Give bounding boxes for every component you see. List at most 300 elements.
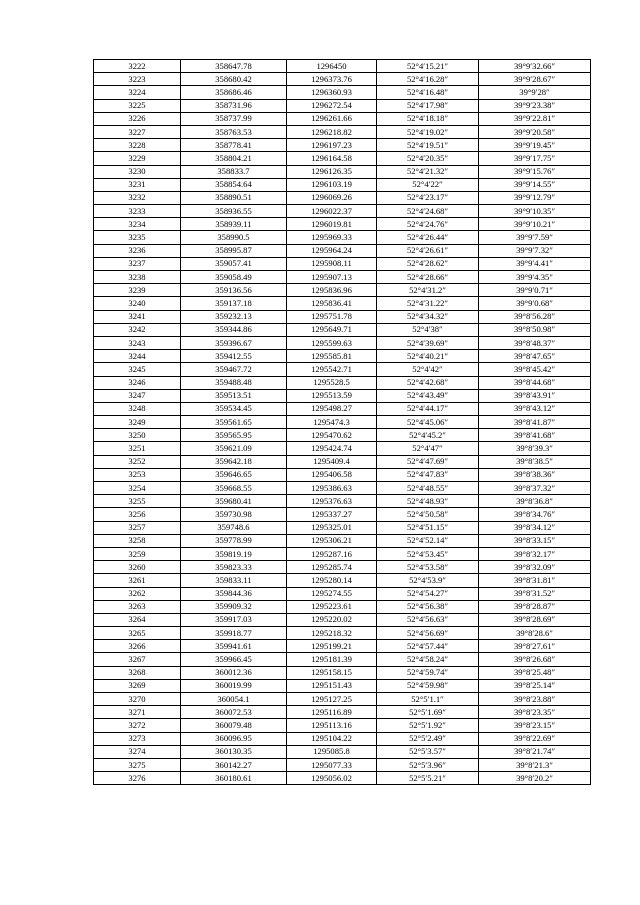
latitude-cell: 52°5′5.21″ <box>377 772 479 785</box>
x-coordinate-cell: 360096.95 <box>181 732 287 745</box>
table-row <box>94 613 591 626</box>
point-number-cell: 3264 <box>94 613 181 626</box>
longitude-cell: 39°8′21.74″ <box>479 745 591 758</box>
longitude-cell: 39°8′28.69″ <box>479 613 591 626</box>
table-row <box>94 402 591 415</box>
table-row <box>94 350 591 363</box>
longitude-cell: 39°8′36.8″ <box>479 495 591 508</box>
longitude-cell: 39°8′38.36″ <box>479 468 591 481</box>
table-row <box>94 640 591 653</box>
latitude-cell: 52°4′20.35″ <box>377 152 479 165</box>
latitude-cell: 52°4′43.49″ <box>377 389 479 402</box>
table-row <box>94 758 591 771</box>
latitude-cell: 52°4′56.69″ <box>377 627 479 640</box>
y-coordinate-cell: 1295470.62 <box>287 429 377 442</box>
x-coordinate-cell: 358854.64 <box>181 178 287 191</box>
x-coordinate-cell: 359823.33 <box>181 561 287 574</box>
point-number-cell: 3234 <box>94 218 181 231</box>
table-row <box>94 627 591 640</box>
y-coordinate-cell: 1295151.43 <box>287 679 377 692</box>
point-number-cell: 3267 <box>94 653 181 666</box>
point-number-cell: 3225 <box>94 99 181 112</box>
longitude-cell: 39°9′28.67″ <box>479 73 591 86</box>
longitude-cell: 39°9′10.35″ <box>479 205 591 218</box>
latitude-cell: 52°4′53.58″ <box>377 561 479 574</box>
table-row <box>94 574 591 587</box>
x-coordinate-cell: 358995.87 <box>181 244 287 257</box>
table-row <box>94 455 591 468</box>
longitude-cell: 39°8′34.76″ <box>479 508 591 521</box>
point-number-cell: 3270 <box>94 693 181 706</box>
latitude-cell: 52°4′16.28″ <box>377 73 479 86</box>
y-coordinate-cell: 1295528.5 <box>287 376 377 389</box>
latitude-cell: 52°4′28.62″ <box>377 257 479 270</box>
y-coordinate-cell: 1296373.76 <box>287 73 377 86</box>
point-number-cell: 3275 <box>94 758 181 771</box>
x-coordinate-cell: 358763.53 <box>181 125 287 138</box>
longitude-cell: 39°8′23.35″ <box>479 706 591 719</box>
y-coordinate-cell: 1296103.19 <box>287 178 377 191</box>
table-row <box>94 495 591 508</box>
table-row <box>94 468 591 481</box>
longitude-cell: 39°9′32.66″ <box>479 60 591 73</box>
point-number-cell: 3255 <box>94 495 181 508</box>
point-number-cell: 3248 <box>94 402 181 415</box>
table-row <box>94 99 591 112</box>
point-number-cell: 3253 <box>94 468 181 481</box>
point-number-cell: 3227 <box>94 125 181 138</box>
table-row <box>94 732 591 745</box>
table-row <box>94 508 591 521</box>
y-coordinate-cell: 1295077.33 <box>287 758 377 771</box>
longitude-cell: 39°8′47.65″ <box>479 350 591 363</box>
point-number-cell: 3274 <box>94 745 181 758</box>
x-coordinate-cell: 360142.27 <box>181 758 287 771</box>
x-coordinate-cell: 359778.99 <box>181 534 287 547</box>
y-coordinate-cell: 1295280.14 <box>287 574 377 587</box>
table-row <box>94 679 591 692</box>
table-row <box>94 297 591 310</box>
table-row <box>94 165 591 178</box>
latitude-cell: 52°4′15.21″ <box>377 60 479 73</box>
y-coordinate-cell: 1295836.41 <box>287 297 377 310</box>
longitude-cell: 39°9′15.76″ <box>479 165 591 178</box>
y-coordinate-cell: 1295513.59 <box>287 389 377 402</box>
point-number-cell: 3271 <box>94 706 181 719</box>
point-number-cell: 3228 <box>94 139 181 152</box>
latitude-cell: 52°4′47″ <box>377 442 479 455</box>
table-row <box>94 231 591 244</box>
latitude-cell: 52°4′54.27″ <box>377 587 479 600</box>
table-row <box>94 178 591 191</box>
x-coordinate-cell: 359668.55 <box>181 482 287 495</box>
y-coordinate-cell: 1295127.25 <box>287 693 377 706</box>
longitude-cell: 39°8′50.98″ <box>479 323 591 336</box>
y-coordinate-cell: 1295158.15 <box>287 666 377 679</box>
latitude-cell: 52°4′21.32″ <box>377 165 479 178</box>
latitude-cell: 52°4′19.51″ <box>377 139 479 152</box>
longitude-cell: 39°8′21.3″ <box>479 758 591 771</box>
point-number-cell: 3241 <box>94 310 181 323</box>
x-coordinate-cell: 359396.67 <box>181 336 287 349</box>
x-coordinate-cell: 358680.42 <box>181 73 287 86</box>
point-number-cell: 3269 <box>94 679 181 692</box>
table-row <box>94 719 591 732</box>
longitude-cell: 39°8′25.48″ <box>479 666 591 679</box>
table-row <box>94 482 591 495</box>
y-coordinate-cell: 1295287.16 <box>287 547 377 560</box>
x-coordinate-cell: 359232.13 <box>181 310 287 323</box>
x-coordinate-cell: 359918.77 <box>181 627 287 640</box>
longitude-cell: 39°8′28.6″ <box>479 627 591 640</box>
x-coordinate-cell: 360054.1 <box>181 693 287 706</box>
y-coordinate-cell: 1295104.22 <box>287 732 377 745</box>
point-number-cell: 3243 <box>94 336 181 349</box>
latitude-cell: 52°5′1.1″ <box>377 693 479 706</box>
x-coordinate-cell: 359412.55 <box>181 350 287 363</box>
x-coordinate-cell: 358890.51 <box>181 191 287 204</box>
latitude-cell: 52°4′48.93″ <box>377 495 479 508</box>
y-coordinate-cell: 1295306.21 <box>287 534 377 547</box>
latitude-cell: 52°4′53.9″ <box>377 574 479 587</box>
x-coordinate-cell: 360019.99 <box>181 679 287 692</box>
latitude-cell: 52°5′1.92″ <box>377 719 479 732</box>
latitude-cell: 52°4′24.76″ <box>377 218 479 231</box>
table-row <box>94 310 591 323</box>
y-coordinate-cell: 1295649.71 <box>287 323 377 336</box>
x-coordinate-cell: 359909.32 <box>181 600 287 613</box>
latitude-cell: 52°5′3.57″ <box>377 745 479 758</box>
y-coordinate-cell: 1296022.37 <box>287 205 377 218</box>
longitude-cell: 39°8′20.2″ <box>479 772 591 785</box>
longitude-cell: 39°9′23.38″ <box>479 99 591 112</box>
y-coordinate-cell: 1295337.27 <box>287 508 377 521</box>
latitude-cell: 52°4′26.44″ <box>377 231 479 244</box>
point-number-cell: 3232 <box>94 191 181 204</box>
x-coordinate-cell: 358647.78 <box>181 60 287 73</box>
latitude-cell: 52°4′42″ <box>377 363 479 376</box>
point-number-cell: 3235 <box>94 231 181 244</box>
longitude-cell: 39°8′33.15″ <box>479 534 591 547</box>
point-number-cell: 3268 <box>94 666 181 679</box>
y-coordinate-cell: 1295116.89 <box>287 706 377 719</box>
x-coordinate-cell: 358833.7 <box>181 165 287 178</box>
table-row <box>94 416 591 429</box>
point-number-cell: 3265 <box>94 627 181 640</box>
table-row <box>94 389 591 402</box>
y-coordinate-cell: 1295085.8 <box>287 745 377 758</box>
table-row <box>94 125 591 138</box>
longitude-cell: 39°8′44.68″ <box>479 376 591 389</box>
latitude-cell: 52°4′56.38″ <box>377 600 479 613</box>
latitude-cell: 52°4′48.55″ <box>377 482 479 495</box>
point-number-cell: 3273 <box>94 732 181 745</box>
point-number-cell: 3254 <box>94 482 181 495</box>
point-number-cell: 3239 <box>94 284 181 297</box>
y-coordinate-cell: 1296019.81 <box>287 218 377 231</box>
y-coordinate-cell: 1295218.32 <box>287 627 377 640</box>
point-number-cell: 3247 <box>94 389 181 402</box>
latitude-cell: 52°4′31.22″ <box>377 297 479 310</box>
longitude-cell: 39°8′22.69″ <box>479 732 591 745</box>
y-coordinate-cell: 1295424.74 <box>287 442 377 455</box>
longitude-cell: 39°8′39.3″ <box>479 442 591 455</box>
y-coordinate-cell: 1295964.24 <box>287 244 377 257</box>
longitude-cell: 39°8′32.17″ <box>479 547 591 560</box>
x-coordinate-cell: 358939.11 <box>181 218 287 231</box>
latitude-cell: 52°4′59.98″ <box>377 679 479 692</box>
longitude-cell: 39°8′38.5″ <box>479 455 591 468</box>
table-row <box>94 376 591 389</box>
latitude-cell: 52°4′34.32″ <box>377 310 479 323</box>
longitude-cell: 39°8′43.91″ <box>479 389 591 402</box>
table-row <box>94 653 591 666</box>
latitude-cell: 52°4′19.02″ <box>377 125 479 138</box>
table-row <box>94 363 591 376</box>
point-number-cell: 3258 <box>94 534 181 547</box>
latitude-cell: 52°4′59.74″ <box>377 666 479 679</box>
longitude-cell: 39°8′56.28″ <box>479 310 591 323</box>
table-row <box>94 244 591 257</box>
y-coordinate-cell: 1295406.58 <box>287 468 377 481</box>
y-coordinate-cell: 1295751.78 <box>287 310 377 323</box>
x-coordinate-cell: 359488.48 <box>181 376 287 389</box>
x-coordinate-cell: 358731.96 <box>181 99 287 112</box>
point-number-cell: 3222 <box>94 60 181 73</box>
y-coordinate-cell: 1295599.63 <box>287 336 377 349</box>
latitude-cell: 52°4′47.83″ <box>377 468 479 481</box>
y-coordinate-cell: 1295908.11 <box>287 257 377 270</box>
longitude-cell: 39°9′28″ <box>479 86 591 99</box>
x-coordinate-cell: 359136.56 <box>181 284 287 297</box>
y-coordinate-cell: 1296197.23 <box>287 139 377 152</box>
latitude-cell: 52°4′52.14″ <box>377 534 479 547</box>
latitude-cell: 52°4′45.2″ <box>377 429 479 442</box>
table-row <box>94 205 591 218</box>
point-number-cell: 3260 <box>94 561 181 574</box>
longitude-cell: 39°8′27.61″ <box>479 640 591 653</box>
table-row <box>94 284 591 297</box>
table-row <box>94 706 591 719</box>
point-number-cell: 3236 <box>94 244 181 257</box>
longitude-cell: 39°8′25.14″ <box>479 679 591 692</box>
latitude-cell: 52°5′1.69″ <box>377 706 479 719</box>
latitude-cell: 52°4′16.48″ <box>377 86 479 99</box>
table-row <box>94 600 591 613</box>
point-number-cell: 3244 <box>94 350 181 363</box>
y-coordinate-cell: 1295325.01 <box>287 521 377 534</box>
longitude-cell: 39°8′41.68″ <box>479 429 591 442</box>
table-row <box>94 547 591 560</box>
x-coordinate-cell: 359941.61 <box>181 640 287 653</box>
table-row <box>94 587 591 600</box>
latitude-cell: 52°4′39.69″ <box>377 336 479 349</box>
longitude-cell: 39°8′28.87″ <box>479 600 591 613</box>
x-coordinate-cell: 359467.72 <box>181 363 287 376</box>
longitude-cell: 39°8′23.15″ <box>479 719 591 732</box>
point-number-cell: 3276 <box>94 772 181 785</box>
table-row <box>94 86 591 99</box>
table-row <box>94 442 591 455</box>
latitude-cell: 52°4′18.18″ <box>377 112 479 125</box>
table-row <box>94 336 591 349</box>
latitude-cell: 52°4′24.68″ <box>377 205 479 218</box>
point-number-cell: 3238 <box>94 271 181 284</box>
point-number-cell: 3223 <box>94 73 181 86</box>
x-coordinate-cell: 360130.35 <box>181 745 287 758</box>
point-number-cell: 3230 <box>94 165 181 178</box>
latitude-cell: 52°4′56.63″ <box>377 613 479 626</box>
table-row <box>94 772 591 785</box>
point-number-cell: 3249 <box>94 416 181 429</box>
table-row <box>94 73 591 86</box>
longitude-cell: 39°8′32.09″ <box>479 561 591 574</box>
y-coordinate-cell: 1295056.02 <box>287 772 377 785</box>
table-row <box>94 745 591 758</box>
x-coordinate-cell: 359642.18 <box>181 455 287 468</box>
y-coordinate-cell: 1295498.27 <box>287 402 377 415</box>
latitude-cell: 52°4′47.69″ <box>377 455 479 468</box>
longitude-cell: 39°9′0.71″ <box>479 284 591 297</box>
x-coordinate-cell: 359565.95 <box>181 429 287 442</box>
longitude-cell: 39°9′10.21″ <box>479 218 591 231</box>
latitude-cell: 52°4′42.68″ <box>377 376 479 389</box>
point-number-cell: 3233 <box>94 205 181 218</box>
point-number-cell: 3229 <box>94 152 181 165</box>
longitude-cell: 39°9′19.45″ <box>479 139 591 152</box>
point-number-cell: 3240 <box>94 297 181 310</box>
longitude-cell: 39°8′45.42″ <box>479 363 591 376</box>
point-number-cell: 3252 <box>94 455 181 468</box>
longitude-cell: 39°9′4.35″ <box>479 271 591 284</box>
point-number-cell: 3224 <box>94 86 181 99</box>
y-coordinate-cell: 1295585.81 <box>287 350 377 363</box>
y-coordinate-cell: 1296164.58 <box>287 152 377 165</box>
point-number-cell: 3262 <box>94 587 181 600</box>
y-coordinate-cell: 1295386.63 <box>287 482 377 495</box>
y-coordinate-cell: 1295181.39 <box>287 653 377 666</box>
x-coordinate-cell: 359561.65 <box>181 416 287 429</box>
longitude-cell: 39°8′41.87″ <box>479 416 591 429</box>
table-row <box>94 521 591 534</box>
x-coordinate-cell: 358804.21 <box>181 152 287 165</box>
x-coordinate-cell: 359680.41 <box>181 495 287 508</box>
longitude-cell: 39°9′0.68″ <box>479 297 591 310</box>
latitude-cell: 52°4′50.58″ <box>377 508 479 521</box>
x-coordinate-cell: 359513.51 <box>181 389 287 402</box>
longitude-cell: 39°8′23.88″ <box>479 693 591 706</box>
x-coordinate-cell: 358686.46 <box>181 86 287 99</box>
y-coordinate-cell: 1295285.74 <box>287 561 377 574</box>
point-number-cell: 3257 <box>94 521 181 534</box>
x-coordinate-cell: 359819.19 <box>181 547 287 560</box>
coordinates-table <box>93 59 591 785</box>
longitude-cell: 39°9′20.58″ <box>479 125 591 138</box>
x-coordinate-cell: 360180.61 <box>181 772 287 785</box>
longitude-cell: 39°8′48.37″ <box>479 336 591 349</box>
x-coordinate-cell: 359748.6 <box>181 521 287 534</box>
y-coordinate-cell: 1295274.55 <box>287 587 377 600</box>
table-row <box>94 429 591 442</box>
latitude-cell: 52°4′17.98″ <box>377 99 479 112</box>
longitude-cell: 39°9′4.41″ <box>479 257 591 270</box>
x-coordinate-cell: 359833.11 <box>181 574 287 587</box>
y-coordinate-cell: 1296450 <box>287 60 377 73</box>
y-coordinate-cell: 1295907.13 <box>287 271 377 284</box>
longitude-cell: 39°8′31.52″ <box>479 587 591 600</box>
point-number-cell: 3226 <box>94 112 181 125</box>
latitude-cell: 52°4′58.24″ <box>377 653 479 666</box>
point-number-cell: 3266 <box>94 640 181 653</box>
x-coordinate-cell: 359534.45 <box>181 402 287 415</box>
x-coordinate-cell: 359730.98 <box>181 508 287 521</box>
table-row <box>94 561 591 574</box>
longitude-cell: 39°9′22.81″ <box>479 112 591 125</box>
y-coordinate-cell: 1295409.4 <box>287 455 377 468</box>
table-row <box>94 191 591 204</box>
x-coordinate-cell: 359646.65 <box>181 468 287 481</box>
y-coordinate-cell: 1296218.82 <box>287 125 377 138</box>
longitude-cell: 39°9′7.59″ <box>479 231 591 244</box>
point-number-cell: 3263 <box>94 600 181 613</box>
y-coordinate-cell: 1295542.71 <box>287 363 377 376</box>
x-coordinate-cell: 359058.49 <box>181 271 287 284</box>
table-row <box>94 666 591 679</box>
longitude-cell: 39°8′31.81″ <box>479 574 591 587</box>
x-coordinate-cell: 359057.41 <box>181 257 287 270</box>
table-row <box>94 139 591 152</box>
longitude-cell: 39°9′7.32″ <box>479 244 591 257</box>
table-row <box>94 323 591 336</box>
x-coordinate-cell: 360072.53 <box>181 706 287 719</box>
latitude-cell: 52°4′31.2″ <box>377 284 479 297</box>
y-coordinate-cell: 1296261.66 <box>287 112 377 125</box>
x-coordinate-cell: 359621.09 <box>181 442 287 455</box>
y-coordinate-cell: 1295113.16 <box>287 719 377 732</box>
point-number-cell: 3259 <box>94 547 181 560</box>
table-row <box>94 112 591 125</box>
longitude-cell: 39°9′14.55″ <box>479 178 591 191</box>
latitude-cell: 52°4′53.45″ <box>377 547 479 560</box>
y-coordinate-cell: 1296360.93 <box>287 86 377 99</box>
y-coordinate-cell: 1295376.63 <box>287 495 377 508</box>
latitude-cell: 52°5′2.49″ <box>377 732 479 745</box>
table-row <box>94 218 591 231</box>
longitude-cell: 39°8′37.32″ <box>479 482 591 495</box>
point-number-cell: 3242 <box>94 323 181 336</box>
point-number-cell: 3237 <box>94 257 181 270</box>
latitude-cell: 52°4′44.17″ <box>377 402 479 415</box>
latitude-cell: 52°4′45.06″ <box>377 416 479 429</box>
point-number-cell: 3246 <box>94 376 181 389</box>
latitude-cell: 52°4′22″ <box>377 178 479 191</box>
point-number-cell: 3261 <box>94 574 181 587</box>
x-coordinate-cell: 358936.55 <box>181 205 287 218</box>
x-coordinate-cell: 359966.45 <box>181 653 287 666</box>
x-coordinate-cell: 358737.99 <box>181 112 287 125</box>
latitude-cell: 52°4′38″ <box>377 323 479 336</box>
latitude-cell: 52°4′26.61″ <box>377 244 479 257</box>
y-coordinate-cell: 1296069.26 <box>287 191 377 204</box>
table-row <box>94 152 591 165</box>
x-coordinate-cell: 359137.18 <box>181 297 287 310</box>
y-coordinate-cell: 1295969.33 <box>287 231 377 244</box>
table-row <box>94 693 591 706</box>
point-number-cell: 3251 <box>94 442 181 455</box>
longitude-cell: 39°8′34.12″ <box>479 521 591 534</box>
latitude-cell: 52°4′40.21″ <box>377 350 479 363</box>
point-number-cell: 3250 <box>94 429 181 442</box>
